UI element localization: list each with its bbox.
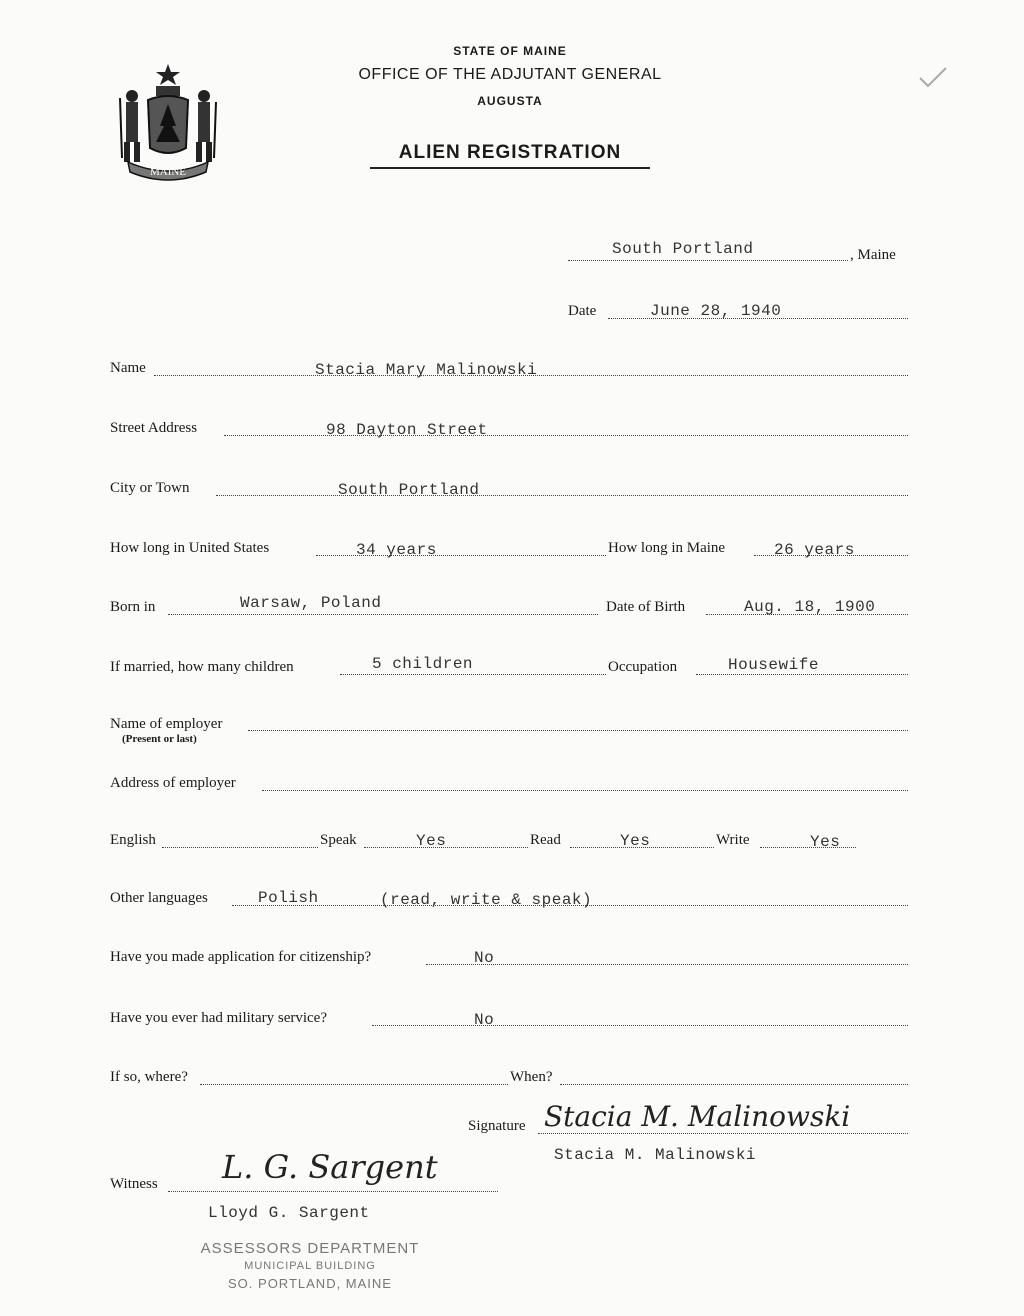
place-value: South Portland (612, 240, 754, 258)
check-mark-icon (918, 66, 948, 88)
other-languages-value: Polish (258, 889, 319, 907)
employer-address-label: Address of employer (110, 775, 236, 791)
header-office: OFFICE OF THE ADJUTANT GENERAL (358, 66, 662, 83)
city-label: City or Town (110, 480, 190, 496)
write-value: Yes (810, 833, 841, 851)
occupation-value: Housewife (728, 656, 819, 674)
other-languages-note: (read, write & speak) (380, 891, 593, 909)
other-languages-label: Other languages (110, 890, 208, 906)
witness-script: L. G. Sargent (222, 1148, 438, 1186)
read-value: Yes (620, 832, 651, 850)
speak-value: Yes (416, 832, 447, 850)
born-in-label: Born in (110, 599, 156, 615)
when-label: When? (510, 1069, 553, 1085)
signature-typed: Stacia M. Malinowski (554, 1146, 757, 1164)
how-long-maine-label: How long in Maine (608, 540, 726, 556)
children-label: If married, how many children (110, 659, 294, 675)
how-long-maine-value: 26 years (774, 541, 855, 559)
speak-label: Speak (320, 832, 357, 848)
citizenship-label: Have you made application for citizenship? (110, 949, 372, 965)
witness-typed: Lloyd G. Sargent (208, 1204, 370, 1222)
header-state: STATE OF MAINE (453, 44, 567, 58)
signature-script: Stacia M. Malinowski (544, 1100, 851, 1133)
read-label: Read (530, 832, 561, 848)
occupation-label: Occupation (608, 659, 678, 675)
where-label: If so, where? (110, 1069, 188, 1085)
header-city: AUGUSTA (477, 94, 543, 108)
stamp-line-3: SO. PORTLAND, MAINE (228, 1276, 392, 1291)
street-label: Street Address (110, 420, 198, 436)
write-label: Write (716, 832, 750, 848)
dob-value: Aug. 18, 1900 (744, 598, 876, 616)
street-value: 98 Dayton Street (326, 421, 488, 439)
employer-label: Name of employer (110, 716, 223, 732)
signature-label: Signature (468, 1118, 526, 1134)
english-label: English (110, 832, 156, 848)
page-title: ALIEN REGISTRATION (398, 142, 622, 163)
date-value: June 28, 1940 (650, 302, 782, 320)
city-value: South Portland (338, 481, 480, 499)
children-value: 5 children (372, 655, 474, 673)
military-label: Have you ever had military service? (110, 1010, 327, 1026)
how-long-us-label: How long in United States (110, 540, 270, 556)
place-suffix: , Maine (850, 247, 896, 263)
born-in-value: Warsaw, Poland (240, 594, 382, 612)
stamp-line-1: ASSESSORS DEPARTMENT (200, 1240, 420, 1257)
military-value: No (474, 1011, 495, 1029)
employer-sublabel: (Present or last) (122, 733, 197, 745)
name-label: Name (110, 360, 146, 376)
name-value: Stacia Mary Malinowski (315, 361, 538, 379)
svg-text:MAINE: MAINE (149, 166, 187, 178)
maine-state-seal (110, 58, 226, 184)
title-underline (370, 167, 650, 169)
dob-label: Date of Birth (606, 599, 686, 615)
witness-label: Witness (110, 1176, 158, 1192)
stamp-line-2: MUNICIPAL BUILDING (244, 1260, 376, 1272)
citizenship-value: No (474, 949, 495, 967)
how-long-us-value: 34 years (356, 541, 437, 559)
date-label: Date (568, 303, 597, 319)
